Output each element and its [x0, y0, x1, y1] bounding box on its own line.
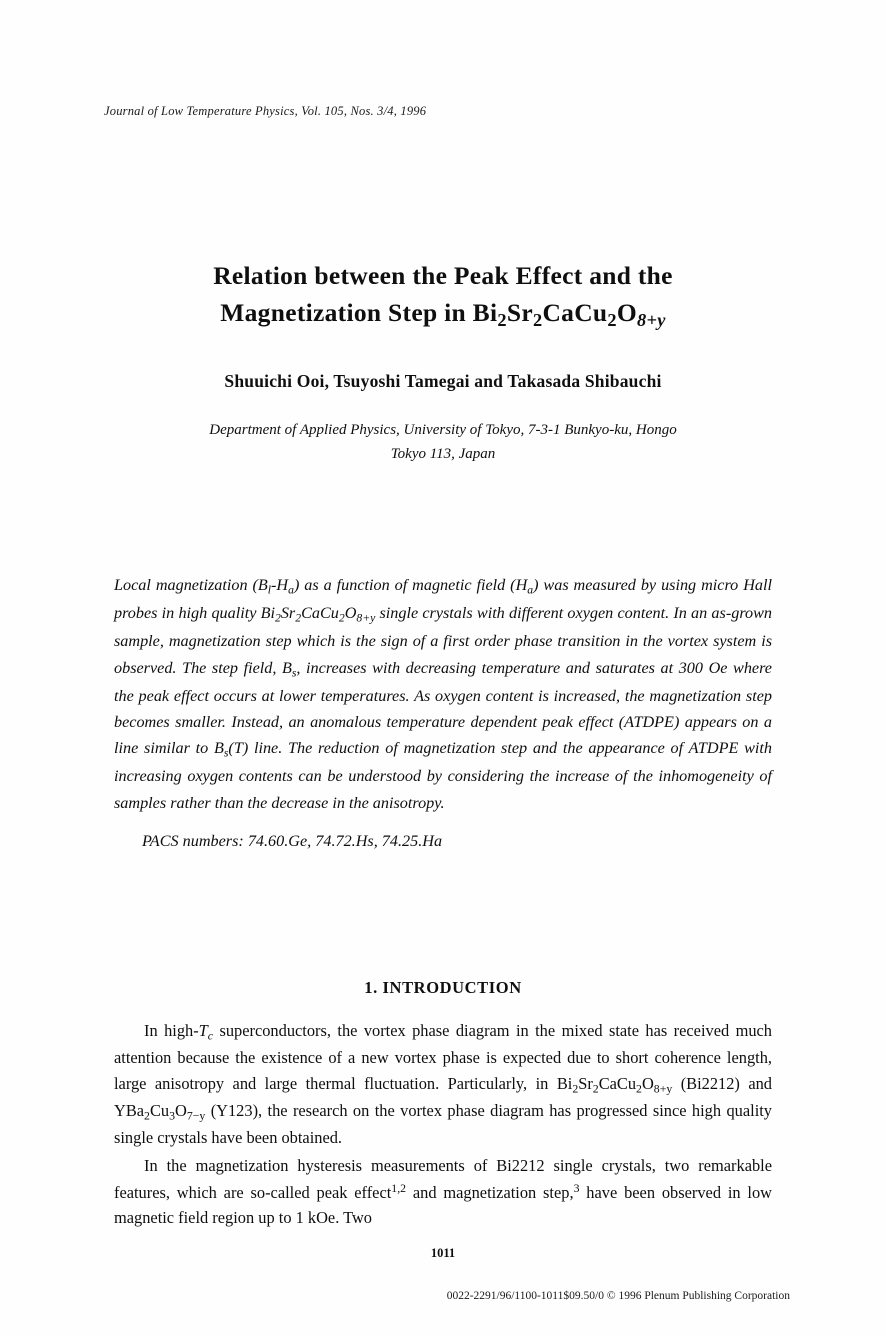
page-title [104, 258, 782, 334]
page-number: 1011 [430, 1246, 456, 1260]
body-paragraph-1: In high-$T_c$ superconductors, the vortex phase diagram in the mixed state has received much attention because the existence of a new vortex phase is expected due to short coherence length, large anisotropy and large thermal fluctuation. Particularly, in $Bi_2Sr_2CaCu_2O_{8+y}$ (Bi2212) and $YBa_2Cu_3O_{7-y}$ (Y123), the research on the vortex phase diagram has progressed since high quality single crystals have been obtained. [114, 1021, 773, 1147]
pacs-numbers: PACS numbers: 74.60.Ge, 74.72.Hs, 74.25.Ha [142, 831, 443, 850]
journal-reference: Journal of Low Temperature Physics, Vol. 105, Nos. 3/4, 1996 [104, 104, 427, 118]
section-heading: 1. INTRODUCTION [364, 978, 522, 997]
author-list: Shuuichi Ooi, Tsuyoshi Tamegai and Takasada Shibauchi [224, 371, 662, 391]
abstract-paragraph: Local magnetization $(B_l-H_a)$ as a function of magnetic field $(H_a)$ was measured by using micro Hall probes in high quality $Bi_2Sr_2CaCu_2O_{8+y}$ single crystals with different oxygen content. In an as-grown sample, magnetization step which is the sign of a first order phase transition in the vortex system is observed. The step field, $B_s$, increases with decreasing temperature and saturates at 300 Oe where the peak effect occurs at lower temperatures. As oxygen content is increased, the magnetization step becomes smaller. Instead, an anomalous temperature dependent peak effect (ATDPE) appears on a line similar to $B_s(T)$ line. The reduction of magnetization step and the appearance of ATDPE with increasing oxygen contents can be understood by considering the increase of the inhomogeneity of samples rather than the decrease in the anisotropy. [114, 576, 772, 812]
title-line-2: Magnetization Step in $Bi_2Sr_2CaCu_2O_{8+y}$ [220, 297, 666, 331]
title-line-1: Relation between the Peak Effect and the [213, 261, 673, 290]
body-text [114, 1018, 772, 1231]
affiliation-line-1: Department of Applied Physics, University of Tokyo, 7-3-1 Bunkyo-ku, Hongo [209, 422, 677, 438]
affiliation-line-2: Tokyo 113, Japan [390, 446, 496, 462]
affiliation [124, 418, 762, 466]
abstract [114, 572, 772, 854]
body-paragraph-2: In the magnetization hysteresis measurements of Bi2212 single crystals, two remarkable features, which are so-called peak effect$^{1,2}$ and magnetization step,$^3$ have been observed in low magnetic field region up to 1 kOe. Two [114, 1155, 773, 1228]
copyright-notice: 0022-2291/96/1100-1011$09.50/0 © 1996 Plenum Publishing Corporation [446, 1290, 790, 1302]
